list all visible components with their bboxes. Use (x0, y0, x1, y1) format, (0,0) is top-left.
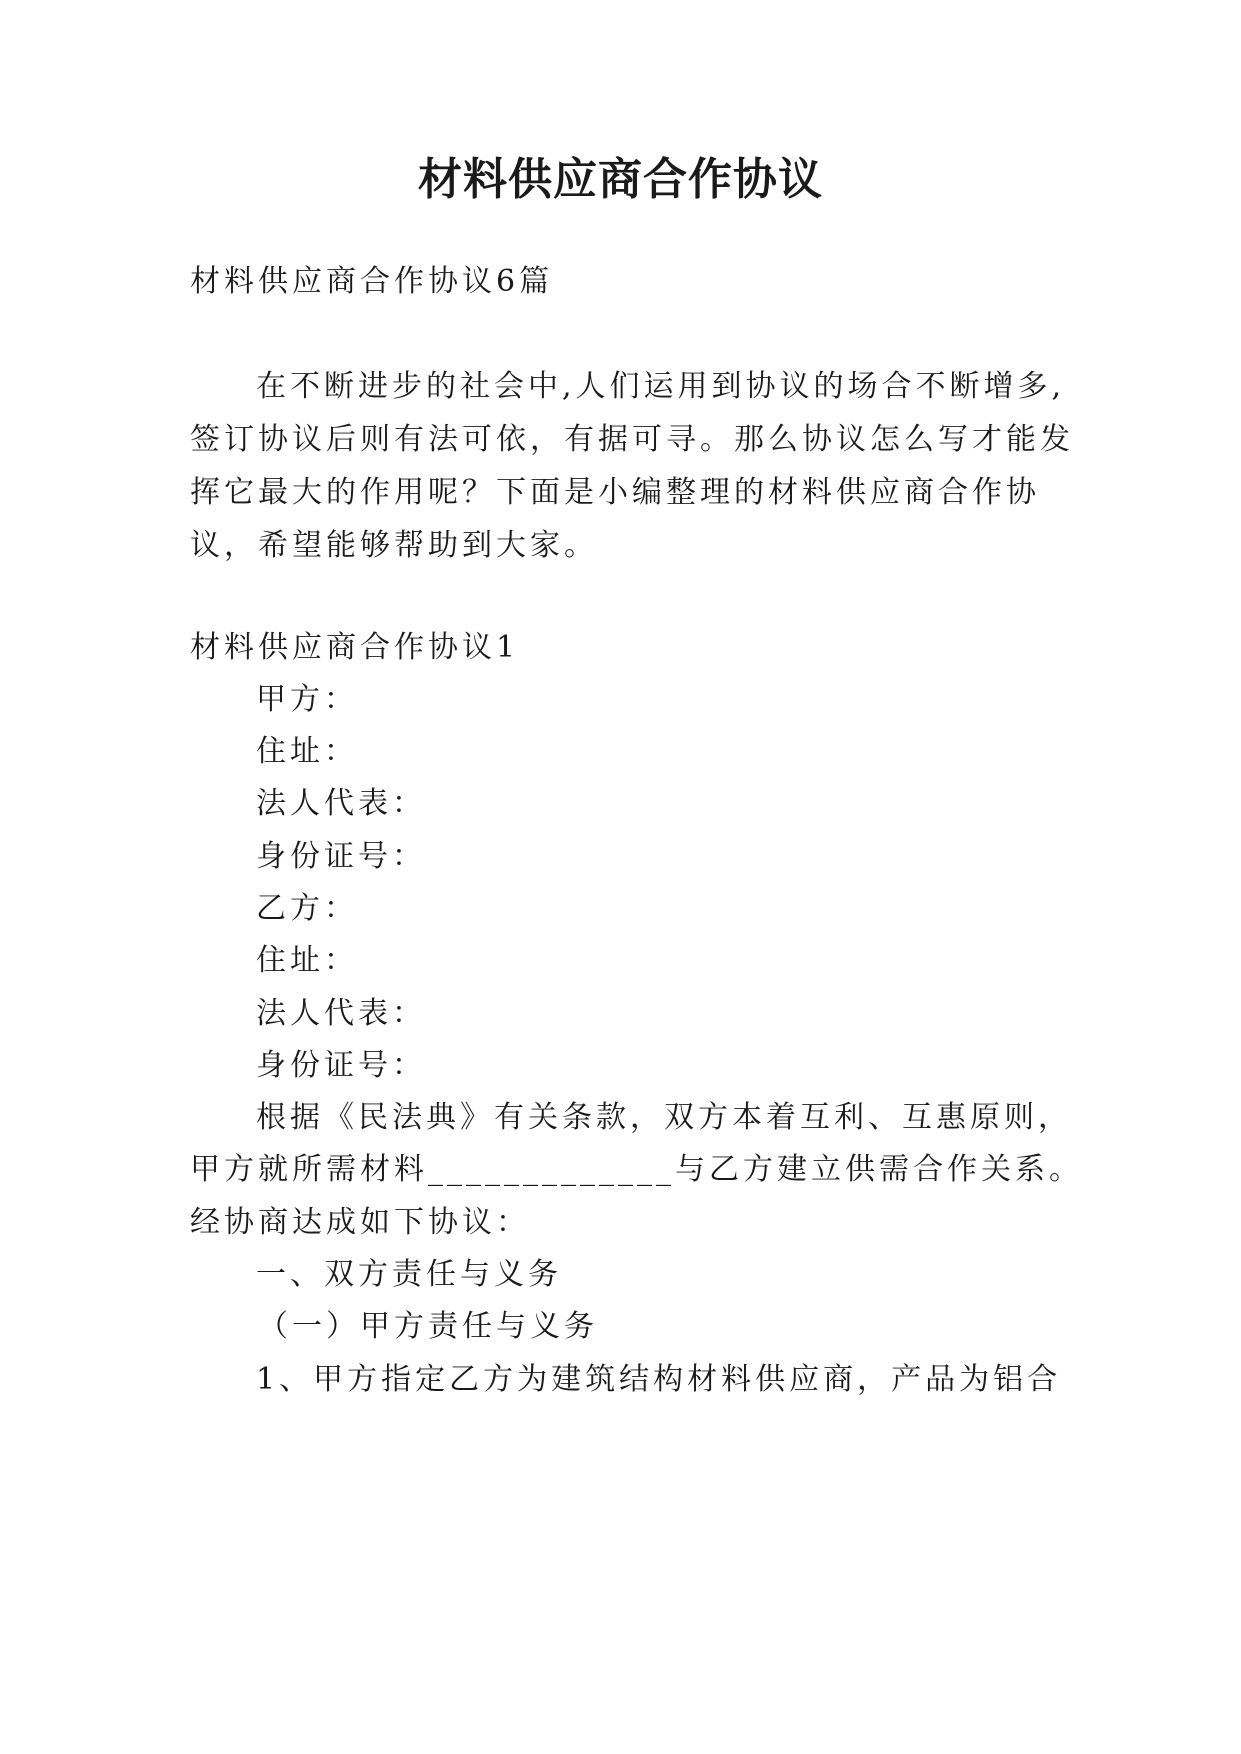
party-b-legal-rep: 法人代表： (256, 996, 426, 1031)
document-title: 材料供应商合作协议 (418, 154, 823, 205)
party-b-address: 住址： (256, 943, 358, 978)
party-a-legal-rep: 法人代表： (256, 786, 426, 821)
party-b-id-number: 身份证号： (256, 1048, 426, 1083)
clause-item-1: 1、甲方指定乙方为建筑结构材料供应商，产品为铝合 (256, 1362, 1062, 1397)
intro-line-2: 签订协议后则有法可依，有据可寻。那么协议怎么写才能发 (190, 422, 1074, 457)
basis-line-3: 经协商达成如下协议： (190, 1205, 530, 1240)
section-heading: 材料供应商合作协议1 (190, 630, 520, 665)
party-a-id-number: 身份证号： (256, 839, 426, 874)
sub-clause-heading: （一）甲方责任与义务 (258, 1309, 598, 1344)
clause-heading: 一、双方责任与义务 (256, 1257, 562, 1292)
basis-line-2: 甲方就所需材料_____________与乙方建立供需合作关系。 (190, 1152, 1083, 1187)
intro-line-3: 挥它最大的作用呢？下面是小编整理的材料供应商合作协 (190, 475, 1040, 510)
party-b-label: 乙方： (256, 891, 358, 926)
party-a-address: 住址： (256, 734, 358, 769)
intro-line-4: 议，希望能够帮助到大家。 (190, 528, 598, 563)
party-a-label: 甲方： (256, 682, 358, 717)
intro-line-1: 在不断进步的社会中,人们运用到协议的场合不断增多, (256, 369, 1066, 404)
basis-line-1: 根据《民法典》有关条款，双方本着互利、互惠原则， (256, 1100, 1072, 1135)
document-subtitle: 材料供应商合作协议6篇 (190, 264, 554, 299)
